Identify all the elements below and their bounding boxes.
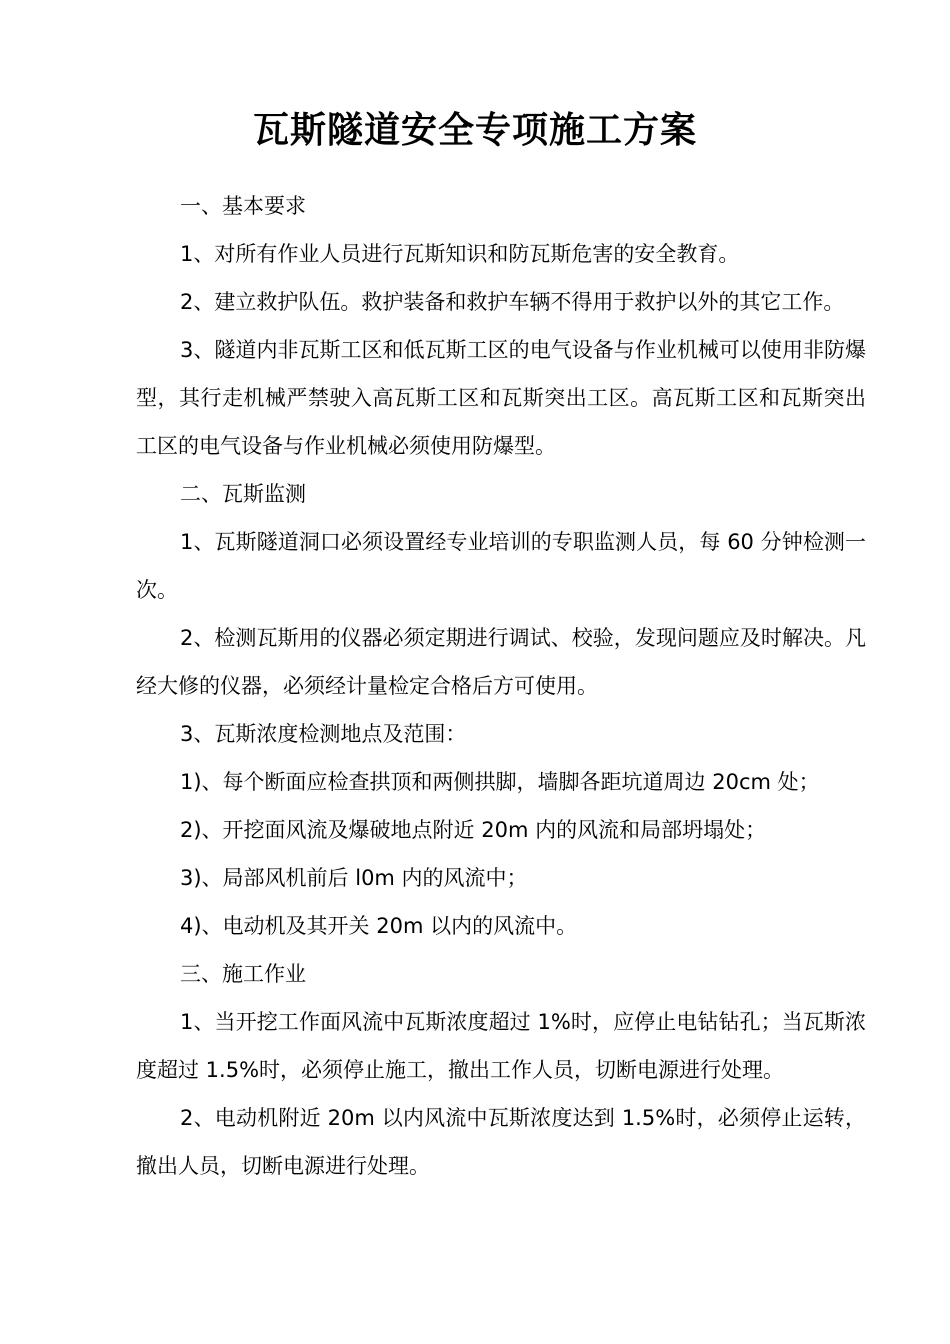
paragraph: 2、建立救护队伍。救护装备和救护车辆不得用于救护以外的其它工作。: [180, 290, 845, 314]
list-item: 1)、每个断面应检查拱顶和两侧拱脚，墙脚各距坑道周边 20cm 处；: [180, 770, 820, 794]
paragraph: 1、对所有作业人员进行瓦斯知识和防瓦斯危害的安全教育。: [180, 242, 740, 266]
list-item: 3)、局部风机前后 l0m 内的风流中；: [180, 866, 528, 890]
document-title: 瓦斯隧道安全专项施工方案: [252, 110, 697, 151]
paragraph: 1、当开挖工作面风流中瓦斯浓度超过 1%时，应停止电钻钻孔；当瓦斯浓度超过 1.5%时，必须停止施工，撤出工作人员，切断电源进行处理。: [136, 1010, 866, 1082]
paragraph: 3、隧道内非瓦斯工区和低瓦斯工区的电气设备与作业机械可以使用非防爆型，其行走机械严禁驶入高瓦斯工区和瓦斯突出工区。高瓦斯工区和瓦斯突出工区的电气设备与作业机械必须使用防爆型。: [136, 338, 866, 458]
section-heading-construction: 三、施工作业: [180, 962, 306, 986]
section-heading-basic-requirements: 一、基本要求: [180, 194, 306, 218]
paragraph: 3、瓦斯浓度检测地点及范围：: [180, 722, 467, 746]
list-item: 2)、开挖面风流及爆破地点附近 20m 内的风流和局部坍塌处；: [180, 818, 767, 842]
section-heading-gas-monitoring: 二、瓦斯监测: [180, 482, 306, 506]
document-body: [136, 182, 866, 1190]
list-item: 4)、电动机及其开关 20m 以内的风流中。: [180, 914, 578, 938]
paragraph: 1、瓦斯隧道洞口必须设置经专业培训的专职监测人员，每 60 分钟检测一次。: [136, 530, 866, 602]
paragraph: 2、检测瓦斯用的仪器必须定期进行调试、校验，发现问题应及时解决。凡经大修的仪器，必须经计量检定合格后方可使用。: [136, 626, 866, 698]
paragraph: 2、电动机附近 20m 以内风流中瓦斯浓度达到 1.5%时，必须停止运转，撤出人员，切断电源进行处理。: [136, 1106, 866, 1178]
